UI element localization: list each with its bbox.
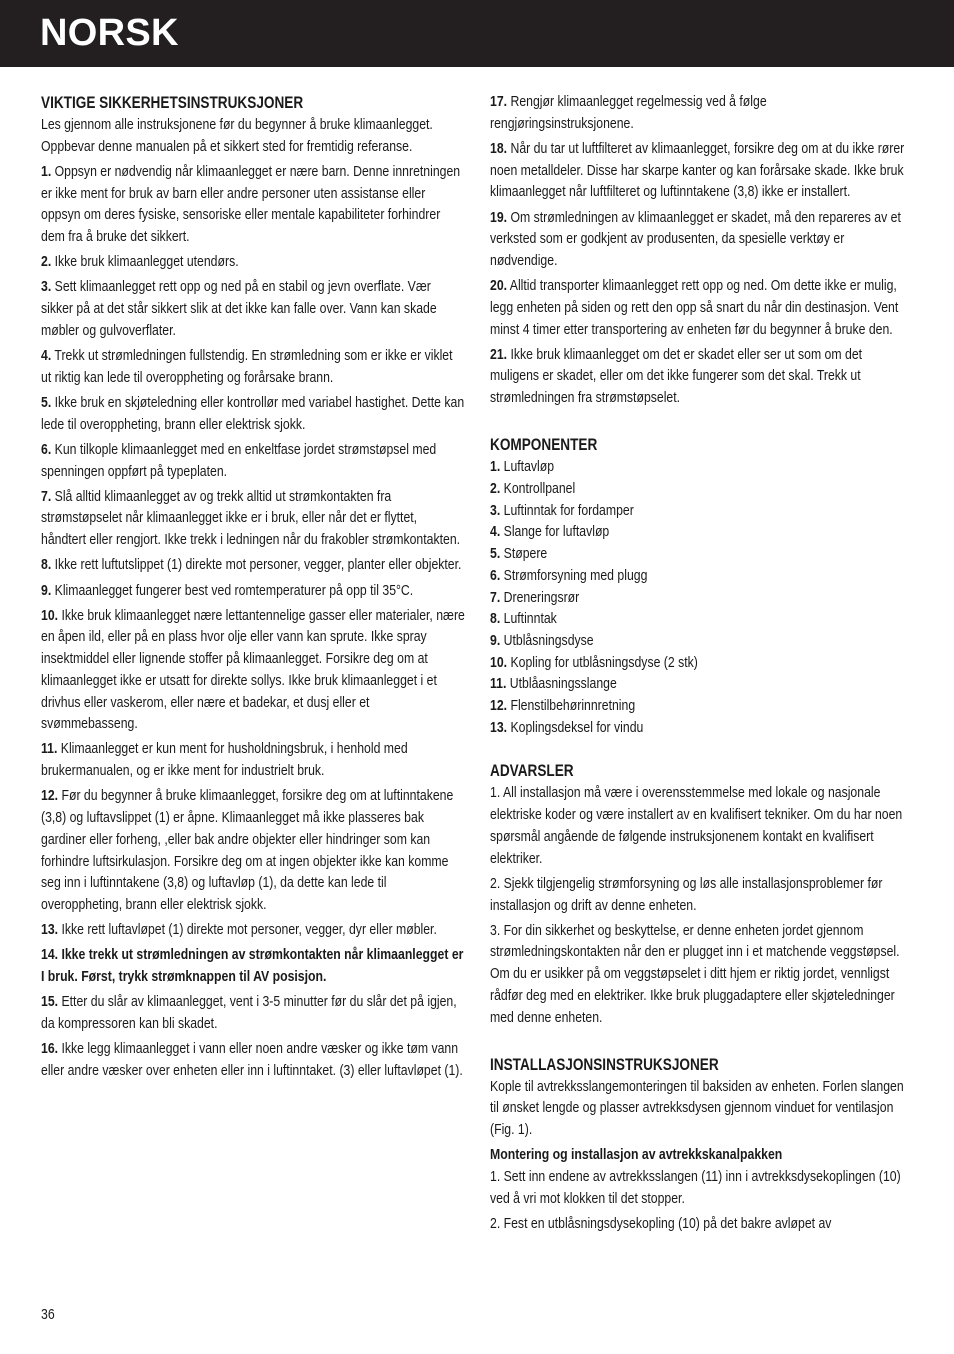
component-label: Dreneringsrør [503,589,580,606]
safety-item [41,393,465,436]
safety-item [41,920,465,942]
safety-item [490,92,913,135]
item-text: Ikke bruk klimaanlegget nære lettantennelige gasser eller materialer, nære en åpen ild, eller på en plass hvor olje eller vann kan sprute. Ikke spray insektmiddel eller lignende stoffer på klimaanlegget. Forsikre deg om at klimaanlegget ikke er utsatt for direkte sollys. Ikke bruk klimaanlegget i et drivhus eller vaskerom, eller nære et badekar, et dusj eller et svømmebasseng. [41,607,465,733]
header-bar [0,0,954,67]
item-text: Ikke bruk klimaanlegget om det er skadet eller ser ut som om det muligens er skadet, eller om det ikke fungerer som det skal. Trekk ut strømledningen fra strømstøpselet. [490,346,863,407]
item-text: Før du begynner å bruke klimaanlegget, forsikre deg om at luftinntakene (3,8) og luftavslippet (1) er åpne. Klimaanlegget må ikke plasseres bak gardiner eller forheng, ,eller bak andre objekter eller hindringer som kan forhindre luftsirkulasjon. Forsikre deg om at ingen objekter ikke kan komme seg inn i luftinntakene (3,8) og luftavløp (1), da dette kan lede til overoppheting, brann eller elektrisk sjokk. [41,788,454,913]
safety-item [490,139,913,204]
safety-item [41,346,465,389]
item-number: 14. [41,947,59,964]
component-label: Luftavløp [503,459,555,476]
component-item [490,674,913,696]
component-item [490,501,913,523]
component-item [490,479,913,501]
item-text: Etter du slår av klimaanlegget, vent i 3-5 minutter før du slår det på igjen, da kompressoren kan bli skadet. [41,994,457,1032]
item-text: Når du tar ut luftfilteret av klimaanlegget, forsikre deg om at du ikke rører noen metalldeler. Disse har skarpe kanter og kan forårsake skade. Ikke bruk klimaanlegget når luftfilteret og luftinntakene (3,8) ikke er installert. [490,140,905,201]
installation-steps [490,1167,913,1236]
item-number: 15. [41,994,59,1011]
page-title: NORSK [40,12,179,54]
item-number: 17. [490,94,508,110]
safety-intro: Les gjennom alle instruksjonene før du begynner å bruke klimaanlegget. Oppbevar denne manualen på et sikkert sted for fremtidig referanse. [41,117,433,155]
installation-step: 1. Sett inn endene av avtrekksslangen (11) inn i avtrekksdysekoplingen (10) ved å vri mot klokken til det stopper. [490,1169,901,1207]
component-number: 5. [490,546,501,563]
item-number: 1. [41,163,52,180]
safety-item [490,276,913,341]
warning-item: 1. All installasjon må være i overensstemmelse med lokale og nasjonale elektriske koder og være installert av en kvalifisert tekniker. Om du har noen spørsmål angående de følgende instruksjonenem kontakt en kvalifisert elektriker. [490,785,903,867]
component-label: Støpere [503,546,548,563]
section-gap [490,1033,913,1054]
safety-list-left [41,162,465,1083]
component-number: 10. [490,654,508,671]
component-item [490,566,913,588]
item-text: Ikke bruk klimaanlegget utendørs. [54,254,239,271]
safety-item [41,277,465,342]
component-item [490,588,913,610]
item-text: Ikke bruk en skjøteledning eller kontrollør med variabel hastighet. Dette kan lede til overoppheting, brann eller elektrisk sjokk. [41,394,465,433]
item-number: 9. [41,582,52,599]
item-number: 6. [41,441,52,458]
item-text: Trekk ut strømledningen fullstendig. En strømledning som er ikke er viklet ut riktig kan lede til overoppheting og forårsake brann. [41,348,453,386]
component-item [490,718,913,740]
component-item [490,609,913,631]
component-item [490,457,913,479]
section-gap [490,413,913,434]
item-number: 3. [41,279,52,296]
component-item [490,544,913,566]
safety-item [41,252,465,274]
item-number: 10. [41,607,59,624]
safety-list-right [490,92,913,410]
installation-step: 2. Fest en utblåsningsdysekopling (10) på det bakre avløpet av [490,1215,832,1232]
component-label: Utblåsningsdyse [503,632,594,649]
item-number: 7. [41,488,52,505]
item-number: 2. [41,254,52,271]
component-item [490,653,913,675]
safety-item [41,440,465,483]
item-number: 21. [490,346,508,363]
component-number: 3. [490,502,501,519]
component-number: 13. [490,719,508,736]
component-item [490,631,913,653]
installation-subtitle: Montering og installasjon av avtrekkskanalpakken [490,1147,783,1164]
component-label: Luftinntak for fordamper [503,502,634,519]
component-label: Kontrollpanel [503,481,576,498]
section-gap [490,739,913,760]
component-number: 11. [490,676,507,693]
safety-item [41,606,465,736]
item-text: Ikke rett luftavløpet (1) direkte mot personer, vegger, dyr eller møbler. [61,922,437,939]
component-item [490,696,913,718]
item-text: Ikke trekk ut strømledningen av strømkontakten når klimaanlegget er I bruk. Først, trykk strømknappen til AV posisjon. [41,947,464,986]
section-title-installation: INSTALLASJONSINSTRUKSJONER [490,1055,719,1074]
item-text: Ikke rett luftutslippet (1) direkte mot personer, vegger, planter eller objekter. [54,557,462,574]
section-title-safety: VIKTIGE SIKKERHETSINSTRUKSJONER [41,94,304,112]
component-label: Luftinntak [503,611,557,628]
safety-item [41,786,465,916]
safety-item [41,945,465,988]
item-number: 4. [41,348,52,365]
safety-item [41,739,465,782]
item-text: Rengjør klimaanlegget regelmessig ved å følge rengjøringsinstruksjonene. [490,94,767,132]
component-number: 6. [490,567,501,584]
component-label: Slange for luftavløp [503,524,610,541]
item-text: Klimaanlegget er kun ment for husholdningsbruk, i henhold med brukermanualen, og er ikke ment for industrielt bruk. [41,741,408,780]
warning-item: 3. For din sikkerhet og beskyttelse, er denne enheten jordet gjennom strømledningskontakten når den er plugget inn i et matchende veggstøpsel. Om du er usikker på om veggstøpselet i ditt hjem er riktig jordet, vennligst rådfør deg med en elektriker. Ikke bruk pluggadaptere eller skjøteledninger med denne enheten. [490,922,900,1026]
item-number: 18. [490,140,508,157]
safety-item [490,208,913,273]
item-text: Ikke legg klimaanlegget i vann eller noen andre væsker og ikke tøm vann eller andre væsker over enheten eller inn i luftinntaket. (3) eller luftavløpet (1). [41,1041,463,1079]
item-text: Oppsyn er nødvendig når klimaanlegget er nære barn. Denne innretningen er ikke ment for bruk av barn eller andre personer uten assistanse eller oppsyn om deres fysiske, sensoriske eller mentale kapabiliteter forhindrer dem fra å bruke det sikkert. [41,163,461,246]
safety-item [41,162,465,249]
item-text: Slå alltid klimaanlegget av og trekk alltid ut strømkontakten fra strømstøpselet når klimaanlegget ikke er i bruk, eller når det er flyttet, håndtert eller rengjort. Ikke trekk i ledningen når du frakobler strømkontakten. [41,488,461,549]
item-text: Kun tilkople klimaanlegget med en enkeltfase jordet strømstøpsel med spenningen oppført på typeplaten. [41,441,437,480]
component-number: 2. [490,481,501,498]
item-number: 8. [41,557,52,574]
item-number: 16. [41,1041,59,1058]
page-number: 36 [41,1307,55,1323]
components-list [490,457,913,739]
component-label: Flenstilbehørinnretning [510,698,636,715]
component-number: 8. [490,611,501,628]
component-label: Strømforsyning med plugg [503,567,648,584]
component-number: 4. [490,524,501,541]
section-title-warnings: ADVARSLER [490,762,574,781]
component-label: Kopling for utblåsningsdyse (2 stk) [510,654,698,671]
warning-item: 2. Sjekk tilgjengelig strømforsyning og løs alle installasjonsproblemer før installasjon og drift av denne enheten. [490,875,883,914]
section-title-components: KOMPONENTER [490,436,598,455]
component-label: Utblåasningsslange [509,676,617,693]
item-number: 13. [41,922,59,939]
component-item [490,522,913,544]
right-column [490,92,913,1239]
item-text: Sett klimaanlegget rett opp og ned på en stabil og jevn overflate. Vær sikker på at det står sikkert slik at det ikke kan falle over. Vann kan skade møbler og gulvoverflater. [41,279,437,339]
item-number: 19. [490,209,508,226]
left-column [41,92,465,1086]
warnings-list [490,783,913,1029]
safety-item [490,345,913,410]
safety-item [41,555,465,577]
safety-item [41,487,465,552]
item-text: Alltid transporter klimaanlegget rett opp og ned. Om dette ikke er mulig, legg enheten på siden og rett den opp så snart du når din destinasjon. Vent minst 4 timer etter transportering av enheten før du begynner å bruke den. [490,278,899,338]
safety-item [41,581,465,603]
component-number: 1. [490,459,501,476]
item-number: 11. [41,741,58,758]
safety-item [41,1039,465,1082]
component-number: 9. [490,632,501,649]
item-number: 12. [41,788,59,805]
item-text: Klimaanlegget fungerer best ved romtemperaturer på opp til 35°C. [54,582,414,599]
component-number: 12. [490,698,508,715]
installation-intro: Kople til avtrekksslangemonteringen til baksiden av enheten. Forlen slangen til ønsket lengde og plasser avtrekksdysen gjennom vinduet for ventilasjon (Fig. 1). [490,1078,904,1139]
safety-item [41,992,465,1035]
item-number: 5. [41,394,52,411]
component-label: Koplingsdeksel for vindu [510,719,644,736]
item-text: Om strømledningen av klimaanlegget er skadet, må den repareres av et verksted som er godkjent av produsenten, da spesielle verktøy er nødvendige. [490,209,901,269]
component-number: 7. [490,589,501,606]
item-number: 20. [490,278,508,295]
